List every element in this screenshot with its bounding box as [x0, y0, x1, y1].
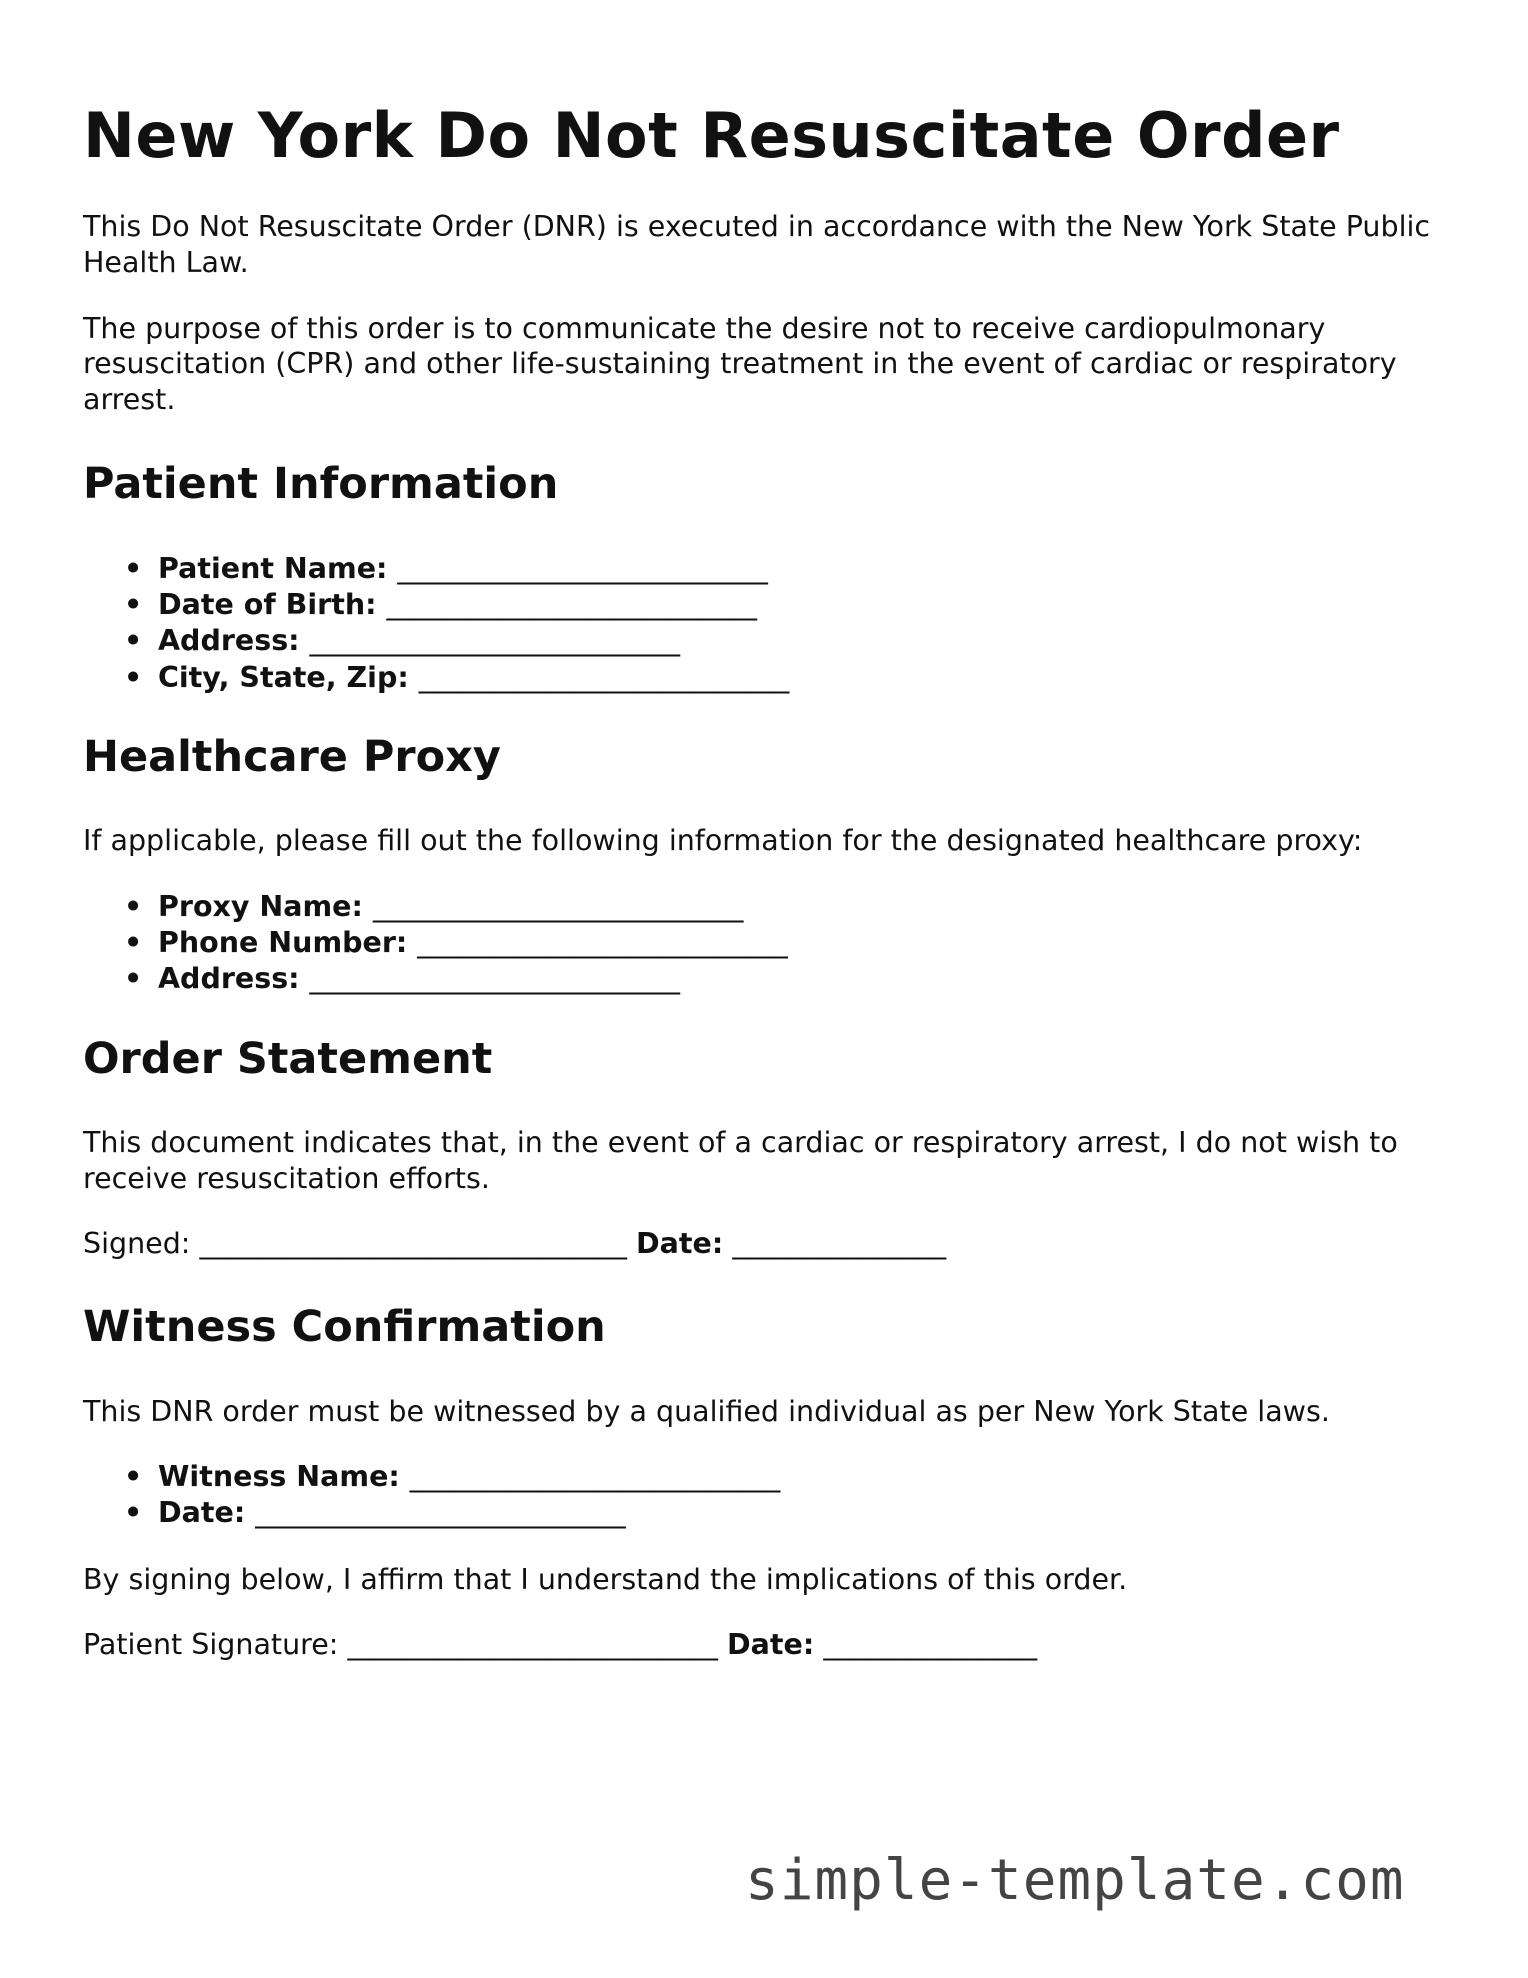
date-of-birth-field[interactable]: • Date of Birth: __________________________ — [158, 587, 1463, 623]
intro-paragraph-2: The purpose of this order is to communicate the desire not to receive cardiopulmonary resuscitation (CPR) and other life-sustaining treatment in the event of cardiac or respiratory arrest. — [83, 311, 1397, 416]
signed-line: Signed: ______________________________ Date: _______________ — [83, 1227, 947, 1261]
patient-info-list — [83, 551, 1463, 696]
order-statement-heading: Order Statement — [83, 1033, 493, 1084]
document-page — [83, 100, 1463, 1693]
patient-info-heading: Patient Information — [83, 459, 559, 510]
witness-name-blank[interactable]: __________________________ — [409, 1460, 781, 1494]
signed-blank[interactable]: ______________________________ — [199, 1227, 627, 1261]
intro-paragraph-1: This Do Not Resuscitate Order (DNR) is executed in accordance with the New York State Public Health Law. — [83, 210, 1431, 279]
city-state-zip-blank[interactable]: __________________________ — [418, 660, 790, 694]
witness-name-field[interactable]: • Witness Name: __________________________ — [158, 1459, 1463, 1495]
witness-date-field[interactable]: • Date: __________________________ — [158, 1495, 1463, 1531]
signed-date-blank[interactable]: _______________ — [732, 1227, 947, 1261]
phone-number-blank[interactable]: __________________________ — [417, 926, 788, 960]
witness-date-blank[interactable]: __________________________ — [255, 1496, 626, 1530]
affirm-text: By signing below, I affirm that I understand the implications of this order. — [83, 1562, 1128, 1596]
proxy-intro: If applicable, please fill out the following information for the designated healthcare proxy: — [83, 824, 1363, 858]
proxy-address-field[interactable]: • Address: __________________________ — [158, 961, 1463, 997]
order-statement-text: This document indicates that, in the event of a cardiac or respiratory arrest, I do not wish to receive resuscitation efforts. — [83, 1126, 1398, 1195]
city-state-zip-field[interactable]: • City, State, Zip: __________________________ — [158, 660, 1463, 696]
proxy-name-field[interactable]: • Proxy Name: __________________________ — [158, 889, 1463, 925]
patient-signature-date-blank[interactable]: _______________ — [823, 1628, 1038, 1662]
witness-text: This DNR order must be witnessed by a qualified individual as per New York State laws. — [83, 1394, 1330, 1428]
document-title: New York Do Not Resuscitate Order — [83, 99, 1340, 172]
witness-list — [83, 1459, 1463, 1531]
healthcare-proxy-heading: Healthcare Proxy — [83, 731, 501, 782]
patient-name-field[interactable]: • Patient Name: __________________________ — [158, 551, 1463, 587]
watermark-text: simple-template.com — [745, 1848, 1405, 1913]
patient-signature-line: Patient Signature: __________________________ Date: _______________ — [83, 1628, 1038, 1662]
proxy-list — [83, 889, 1463, 998]
proxy-address-blank[interactable]: __________________________ — [309, 962, 681, 996]
patient-name-blank[interactable]: __________________________ — [397, 552, 768, 586]
witness-confirmation-heading: Witness Confirmation — [83, 1302, 606, 1353]
proxy-name-blank[interactable]: __________________________ — [372, 889, 744, 923]
address-field[interactable]: • Address: __________________________ — [158, 623, 1463, 659]
patient-signature-blank[interactable]: __________________________ — [347, 1628, 718, 1662]
address-blank[interactable]: __________________________ — [309, 624, 681, 658]
date-of-birth-blank[interactable]: __________________________ — [386, 588, 757, 622]
phone-number-field[interactable]: • Phone Number: __________________________ — [158, 925, 1463, 961]
